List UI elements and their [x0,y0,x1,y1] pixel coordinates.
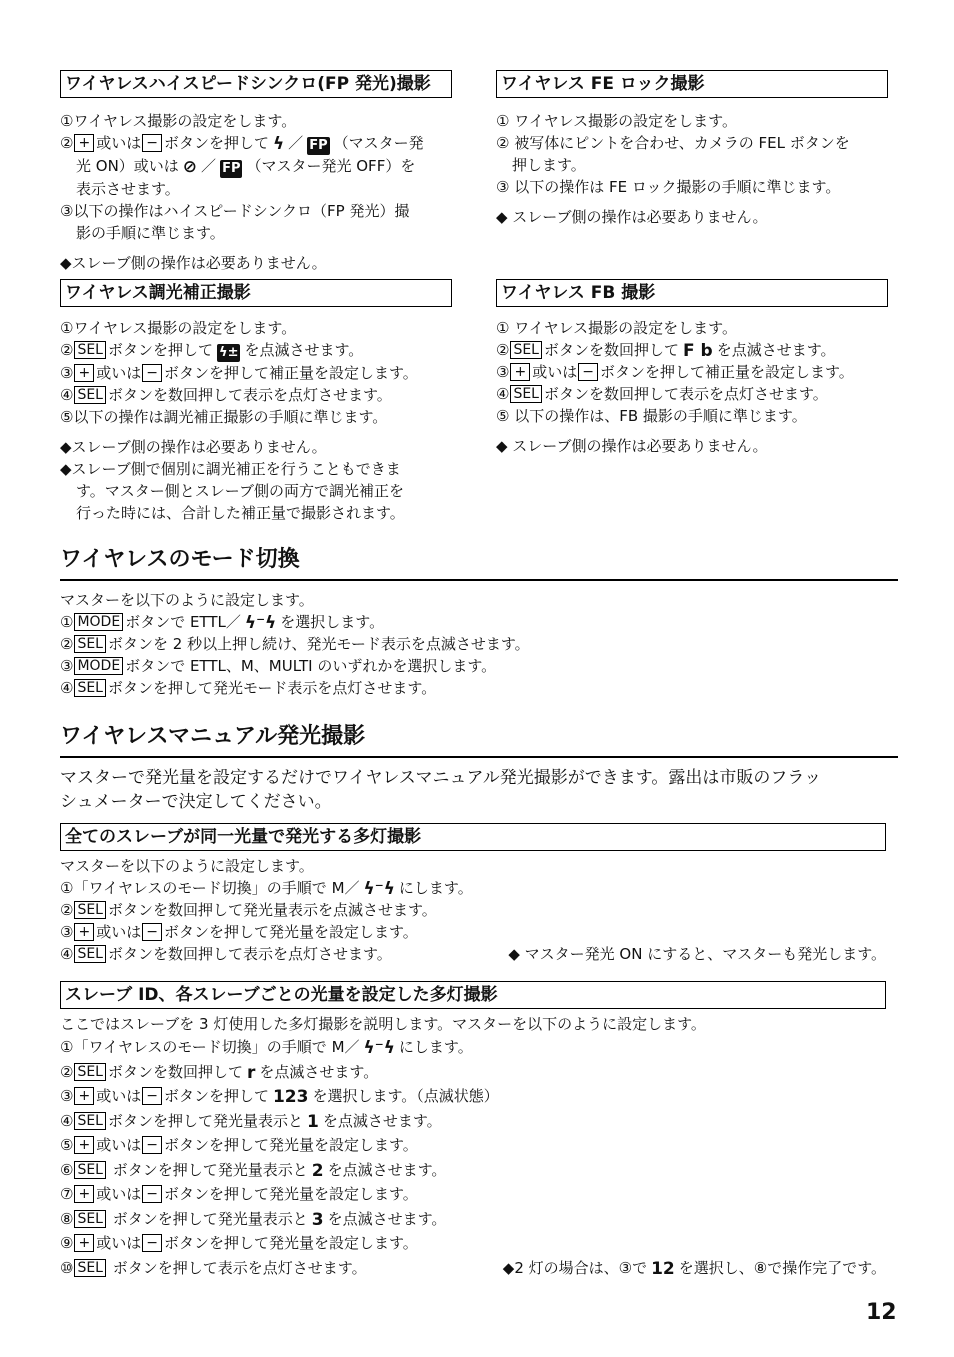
fp-sync-step-1: ①ワイヤレス撮影の設定をします。 [60,112,297,130]
slave-3-icon: 3 [311,1209,324,1230]
fec-step-2: ② SEL ボタンを押して ϟ± を点滅させます。 [60,341,364,360]
fp-sync-title: ワイヤレスハイスピードシンクロ(FP 発光)撮影 [60,70,452,98]
sel-button-label: SEL [74,386,106,404]
mode-section-title: ワイヤレスのモード切換 [60,545,898,581]
fb-display-icon: F b [683,341,713,361]
page-number: 12 [866,1300,897,1325]
wireless-flash-icon: ϟ⁻ϟ [363,879,395,899]
fb-step-1: ① ワイヤレス撮影の設定をします。 [496,319,737,337]
fp-sync-step-2c: 表示させます。 [76,180,180,198]
slave-id-title: スレーブ ID、各スレーブごとの光量を設定した多灯撮影 [60,981,886,1009]
sel-button-label: SEL [74,679,106,697]
plus-button-label: + [74,364,94,382]
same-output-intro: マスターを以下のように設定します。 [60,857,314,875]
minus-button-label: − [142,364,162,382]
plus-button-label: + [74,1234,94,1252]
fec-step-1: ①ワイヤレス撮影の設定をします。 [60,319,297,337]
fe-lock-step-1: ① ワイヤレス撮影の設定をします。 [496,112,737,130]
minus-button-label: − [578,363,598,381]
minus-button-label: − [142,923,162,941]
slave-id-step-1: ①「ワイヤレスのモード切換」の手順で M／ ϟ⁻ϟ にします。 [60,1038,473,1058]
fb-step-3: ③ + 或いは − ボタンを押して補正量を設定します。 [496,363,854,381]
sel-button-label: SEL [74,945,106,963]
sel-button-label: SEL [74,1112,106,1130]
mode-section [60,589,898,699]
sel-button-label: SEL [74,1259,106,1277]
sel-button-label: SEL [510,385,542,403]
fb-step-2: ② SEL ボタンを数回押して F b を点滅させます。 [496,341,836,361]
minus-button-label: − [142,134,162,152]
slave-id-step-10: ⑩ SEL ボタンを押して表示を点灯させます。 ◆2 灯の場合は、③で 12 を選択し、⑧で操作完了です。 [60,1256,886,1281]
same-output-note: ◆ マスター発光 ON にすると、マスターも発光します。 [508,945,886,963]
fp-sync-section [60,70,452,274]
group-12-icon: 12 [651,1258,675,1279]
slave-id-step-2: ② SEL ボタンを数回押して r を点滅させます。 [60,1062,379,1083]
plus-button-label: + [74,134,94,152]
plus-button-label: + [74,1136,94,1154]
slave-1-icon: 1 [307,1111,319,1132]
plus-button-label: + [74,923,94,941]
fe-lock-step-3: ③ 以下の操作は FE ロック撮影の手順に準じます。 [496,178,841,196]
same-output-step-4: ④ SEL ボタンを数回押して表示を点灯させます。 ◆ マスター発光 ON にすると、マスターも発光します。 [60,945,886,963]
fp-sync-step-2: ② + 或いは − ボタンを押して ϟ ／ FP （マスター発 [60,134,424,154]
fp-icon: FP [309,138,328,153]
flash-off-icon: ⊘ [182,157,198,177]
fec-note-2: ◆スレーブ側で個別に調光補正を行うこともできま [60,460,401,478]
plus-button-label: + [74,1185,94,1203]
fp-icon: FP [222,161,241,176]
fec-step-3: ③ + 或いは − ボタンを押して補正量を設定します。 [60,364,418,382]
manual-intro-line-2: シュメーターで決定してください。 [60,792,332,812]
same-output-step-2: ② SEL ボタンを数回押して発光量表示を点滅させます。 [60,901,437,919]
fe-lock-note: ◆ スレーブ側の操作は必要ありません。 [496,208,768,226]
mode-step-2: ② SEL ボタンを 2 秒以上押し続け、発光モード表示を点滅させます。 [60,635,530,653]
mode-step-3: ③ MODE ボタンで ETTL、M、MULTI のいずれかを選択します。 [60,657,497,675]
fb-section [496,279,888,457]
fp-sync-step-3: ③以下の操作はハイスピードシンクロ（FP 発光）撮 [60,202,410,220]
fec-note-2c: 行った時には、合計した補正量で撮影されます。 [76,504,405,522]
plus-button-label: + [74,1087,94,1105]
slave-id-section [60,981,886,1280]
fe-lock-section [496,70,888,228]
fb-step-5: ⑤ 以下の操作は、FB 撮影の手順に準じます。 [496,407,807,425]
fec-note-1: ◆スレーブ側の操作は必要ありません。 [60,438,327,456]
fp-sync-note: ◆スレーブ側の操作は必要ありません。 [60,254,327,272]
fec-section [60,279,452,524]
fe-lock-title: ワイヤレス FE ロック撮影 [496,70,888,98]
slave-id-note: ◆2 灯の場合は、③で 12 を選択し、⑧で操作完了です。 [502,1258,886,1279]
minus-button-label: − [142,1185,162,1203]
slave-id-intro: ここではスレーブを 3 灯使用した多灯撮影を説明します。マスターを以下のように設定します。 [60,1015,706,1033]
fp-sync-step-2b: 光 ON）或いは ⊘ ／ FP （マスター発光 OFF）を [76,157,416,177]
fec-title: ワイヤレス調光補正撮影 [60,279,452,307]
flash-icon: ϟ [272,134,285,154]
fb-title: ワイヤレス FB 撮影 [496,279,888,307]
slave-id-step-7: ⑦ + 或いは − ボタンを押して発光量を設定します。 [60,1185,418,1203]
mode-button-label: MODE [74,613,123,631]
group-123-icon: 123 [272,1087,309,1107]
minus-button-label: − [142,1234,162,1252]
sel-button-label: SEL [74,901,106,919]
same-output-title: 全てのスレーブが同一光量で発光する多灯撮影 [60,823,886,851]
slave-id-step-8: ⑧ SEL ボタンを押して発光量表示と 3 を点滅させます。 [60,1209,447,1230]
fec-note-2b: す。マスター側とスレーブ側の両方で調光補正を [76,482,405,500]
fec-step-4: ④ SEL ボタンを数回押して表示を点灯させます。 [60,386,392,404]
slave-id-display-icon: r [247,1062,256,1083]
minus-button-label: − [142,1087,162,1105]
fe-lock-step-2b: 押します。 [512,156,586,174]
fb-step-4: ④ SEL ボタンを数回押して表示を点灯させます。 [496,385,828,403]
wireless-flash-icon: ϟ⁻ϟ [363,1038,395,1058]
manual-intro [60,766,898,814]
sel-button-label: SEL [74,635,106,653]
manual-section-title: ワイヤレスマニュアル発光撮影 [60,722,898,758]
sel-button-label: SEL [74,341,106,359]
slave-id-step-5: ⑤ + 或いは − ボタンを押して発光量を設定します。 [60,1136,418,1154]
wireless-flash-icon: ϟ⁻ϟ [244,613,277,633]
fb-note: ◆ スレーブ側の操作は必要ありません。 [496,437,768,455]
slave-id-step-6: ⑥ SEL ボタンを押して発光量表示と 2 を点滅させます。 [60,1160,447,1181]
same-output-section [60,823,886,965]
plus-button-label: + [510,363,530,381]
mode-button-label: MODE [74,657,123,675]
fec-step-5: ⑤以下の操作は調光補正撮影の手順に準じます。 [60,408,388,426]
mode-step-1: ① MODE ボタンで ETTL／ ϟ⁻ϟ を選択します。 [60,613,385,633]
fp-sync-step-3b: 影の手順に準じます。 [76,224,225,242]
sel-button-label: SEL [74,1063,106,1081]
sel-button-label: SEL [74,1210,106,1228]
slave-id-step-4: ④ SEL ボタンを押して発光量表示と 1 を点滅させます。 [60,1111,442,1132]
slave-id-step-9: ⑨ + 或いは − ボタンを押して発光量を設定します。 [60,1234,418,1252]
same-output-step-1: ①「ワイヤレスのモード切換」の手順で M／ ϟ⁻ϟ にします。 [60,879,473,899]
mode-intro: マスターを以下のように設定します。 [60,591,314,609]
minus-button-label: − [142,1136,162,1154]
manual-intro-line-1: マスターで発光量を設定するだけでワイヤレスマニュアル発光撮影ができます。露出は市販のフラッ [60,768,822,788]
same-output-step-3: ③ + 或いは − ボタンを押して発光量を設定します。 [60,923,418,941]
sel-button-label: SEL [510,341,542,359]
fe-lock-step-2: ② 被写体にピントを合わせ、カメラの FEL ボタンを [496,134,850,152]
mode-step-4: ④ SEL ボタンを押して発光モード表示を点灯させます。 [60,679,437,697]
slave-2-icon: 2 [311,1160,324,1181]
flash-compensation-icon: ϟ± [219,345,239,360]
sel-button-label: SEL [74,1161,106,1179]
slave-id-step-3: ③ + 或いは − ボタンを押して 123 を選択します。（点滅状態） [60,1087,499,1107]
